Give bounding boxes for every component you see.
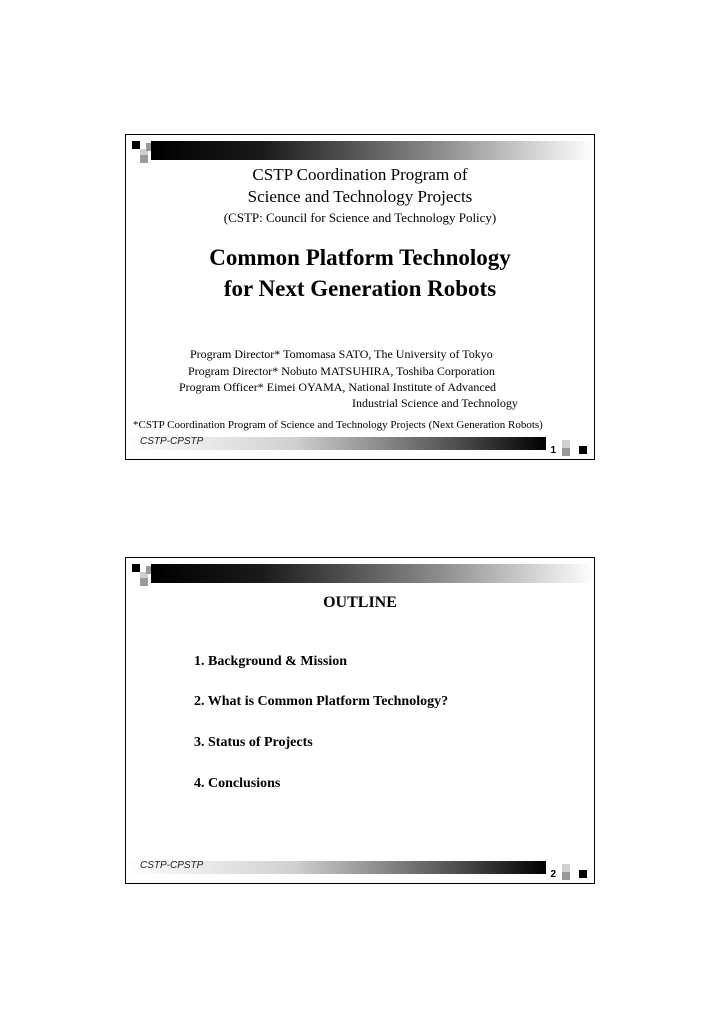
slide-title-line-1: Common Platform Technology	[209, 245, 511, 270]
person-line: Program Officer* Eimei OYAMA, National Institute of Advanced	[179, 380, 497, 394]
person-line: Program Director* Nobuto MATSUHIRA, Toshiba Corporation	[188, 364, 495, 378]
footer-brand: CSTP-CPSTP	[140, 860, 204, 871]
footer-brand: CSTP-CPSTP	[140, 436, 204, 447]
org-line-1: CSTP Coordination Program of	[252, 165, 468, 184]
decor-square	[562, 440, 570, 448]
outline-heading: OUTLINE	[323, 594, 397, 611]
org-line-2: Science and Technology Projects	[247, 187, 473, 206]
slide-footer	[126, 437, 594, 459]
outline-item: 2. What is Common Platform Technology?	[194, 694, 449, 709]
decor-square	[562, 864, 570, 872]
org-line-3: (CSTP: Council for Science and Technology Policy)	[223, 210, 497, 225]
slide-1	[125, 134, 595, 460]
header-gradient-bar	[151, 141, 594, 160]
decor-square	[132, 564, 140, 572]
slide-2	[125, 557, 595, 884]
outline-item: 4. Conclusions	[194, 776, 281, 791]
decor-square	[562, 872, 570, 880]
decor-square	[132, 141, 140, 149]
footnote: *CSTP Coordination Program of Science and Technology Projects (Next Generation Robots)	[133, 419, 543, 431]
slide-footer	[126, 861, 594, 883]
page-number: 2	[550, 869, 556, 880]
slide-title-line-2: for Next Generation Robots	[223, 276, 497, 301]
decor-square	[579, 446, 587, 454]
decor-square	[562, 448, 570, 456]
person-line: Industrial Science and Technology	[352, 396, 518, 410]
outline-item: 1. Background & Mission	[194, 654, 347, 669]
page-number: 1	[550, 445, 556, 456]
header-gradient-bar	[151, 564, 594, 583]
outline-item: 3. Status of Projects	[194, 735, 313, 750]
person-line: Program Director* Tomomasa SATO, The University of Tokyo	[190, 347, 493, 361]
decor-square	[140, 155, 148, 163]
decor-square	[579, 870, 587, 878]
decor-square	[140, 578, 148, 586]
